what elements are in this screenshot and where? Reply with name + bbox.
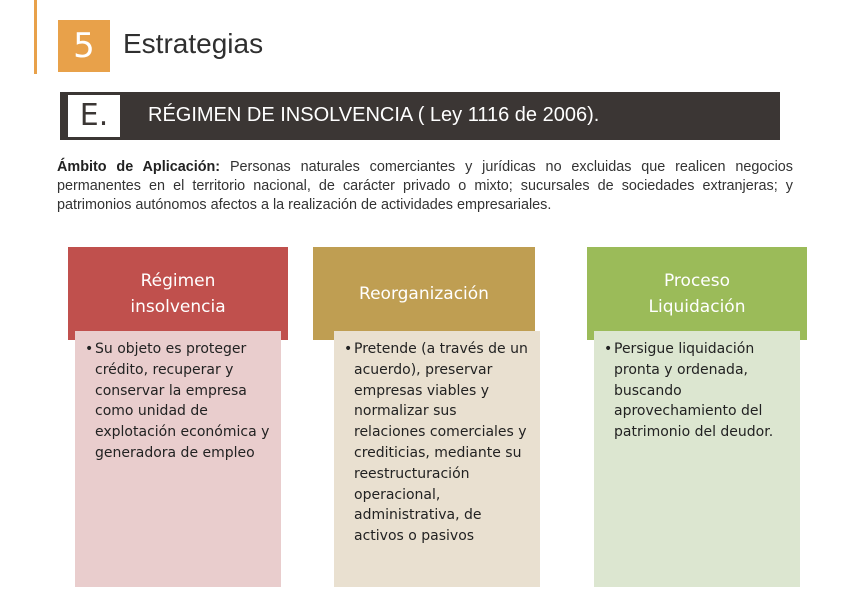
bullet-icon: •: [344, 341, 353, 357]
bullet-icon: •: [604, 341, 613, 357]
list-item: [604, 339, 790, 443]
scope-label: Ámbito de Aplicación:: [57, 159, 221, 175]
scope-paragraph: [57, 158, 793, 215]
column-title: Proceso Liquidación: [648, 270, 746, 317]
column-body-liquidacion: [594, 331, 800, 587]
subsection-title: RÉGIMEN DE INSOLVENCIA ( Ley 1116 de 2006).: [148, 104, 600, 126]
column-title: Régimen insolvencia: [130, 270, 226, 317]
bullet-text: Su objeto es proteger crédito, recuperar y conservar la empresa como unidad de explotación económica y generadora de empleo: [95, 341, 270, 461]
column-header-reorganizacion: [313, 247, 535, 340]
list-item: [344, 339, 530, 547]
column-body-reorganizacion: [334, 331, 540, 587]
bullet-text: Persigue liquidación pronta y ordenada, buscando aprovechamiento del patrimonio del deudor.: [614, 341, 774, 441]
list-item: [85, 339, 271, 464]
column-body-regimen: [75, 331, 281, 587]
subsection-letter: E.: [68, 95, 120, 137]
scope-text: Personas naturales comerciantes y jurídicas no excluidas que realicen negocios permanentes en el territorio nacional, de carácter privado o mixto; sucursales de sociedades extranjeras; y patrimonios autónomos afectos a la realización de actividades empresariales.: [57, 159, 793, 213]
accent-line: [34, 0, 37, 74]
column-header-regimen: [68, 247, 288, 340]
column-title: Reorganización: [359, 283, 489, 304]
bullet-text: Pretende (a través de un acuerdo), preservar empresas viables y normalizar sus relaciones comerciales y crediticias, mediante su reestructuración operacional, administrativa, de activos o pasivos: [354, 341, 528, 545]
column-header-liquidacion: [587, 247, 807, 340]
bullet-icon: •: [85, 341, 94, 357]
section-number: 5: [58, 20, 110, 72]
section-title: Estrategias: [123, 28, 264, 59]
